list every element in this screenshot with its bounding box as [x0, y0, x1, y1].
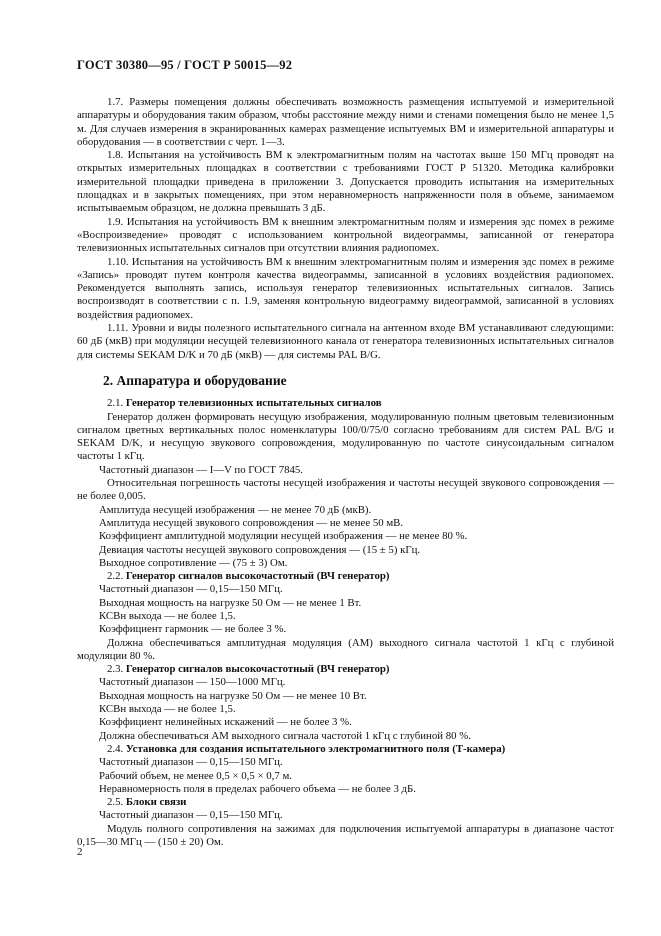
subsection-2-1-text: Генератор должен формировать несущую изображения, модулированную полным цветовым телевизионным сигналом цветных вертикальных полос номенклатуры 100/0/75/0 согласно требованиям для систем PAL B/G и SEKAM D/K, и несущую звукового сопровождения, модулированную по частоте синусоидальным сигналом частоты 1 кГц.	[77, 410, 614, 463]
paragraph-1-7: 1.7. Размеры помещения должны обеспечивать возможность размещения испытуемой и измерительной аппаратуры и оборудования таким образом, чтобы расстояние между ними и стенами помещения было не менее 1,5 м. Для случаев измерения в экранированных камерах размещение испытуемых ВМ и измерительной аппаратуры и оборудования — в соответствии с черт. 1—3.	[77, 96, 614, 148]
spec-line: Рабочий объем, не менее 0,5 × 0,5 × 0,7 м.	[99, 769, 292, 782]
subsection-2-3-title	[77, 663, 614, 676]
spec-line: Должна обеспечиваться амплитудная модуляция (АМ) выходного сигнала частотой 1 кГц с глубиной модуляции 80 %.	[77, 636, 614, 662]
spec-line: Частотный диапазон — 0,15—150 МГц.	[99, 809, 283, 822]
spec-line: Выходная мощность на нагрузке 50 Ом — не менее 10 Вт.	[99, 689, 367, 702]
subsection-2-1-title	[77, 397, 614, 410]
page-header: ГОСТ 30380—95 / ГОСТ Р 50015—92	[77, 58, 293, 72]
subsection-2-4-name: Установка для создания испытательного электромагнитного поля (Т-камера)	[125, 742, 506, 755]
spec-line: Частотный диапазон — 0,15—150 МГц.	[99, 583, 283, 596]
spec-line: Выходное сопротивление — (75 ± 3) Ом.	[99, 556, 288, 569]
paragraph-1-10: 1.10. Испытания на устойчивость ВМ к внешним электромагнитным полям и измерения эдс помех в режиме «Запись» проводят путем контроля качества видеограммы, записанной в условиях воздействия радиопомех. Рекомендуется выполнять запись, используя генератор телевизионных испытательных сигналов. Запись воспроизводят в соответствии с п. 1.9, заменяя контрольную видеограмму видеограммой, записанной в условиях воздействия радиопомех.	[77, 255, 614, 321]
spec-line: Модуль полного сопротивления на зажимах для подключения испытуемой аппаратуры в диапазоне частот 0,15—30 МГц — (150 ± 20) Ом.	[77, 822, 614, 849]
document-body	[77, 96, 614, 849]
subsection-2-3-number: 2.3.	[107, 663, 124, 676]
subsection-2-2-name: Генератор сигналов высокочастотный (ВЧ генератор)	[125, 570, 390, 583]
subsection-2-5-title	[77, 796, 614, 809]
spec-line: Частотный диапазон — 0,15—150 МГц.	[99, 756, 283, 769]
section-2-heading: 2. Аппаратура и оборудование	[103, 372, 287, 388]
spec-line: Девиация частоты несущей звукового сопровождения — (15 ± 5) кГц.	[99, 543, 421, 556]
spec-line: Неравномерность поля в пределах рабочего объема — не более 3 дБ.	[99, 782, 416, 795]
spec-line: КСВн выхода — не более 1,5.	[99, 609, 236, 622]
subsection-2-2-title	[77, 570, 614, 583]
paragraph-1-11: 1.11. Уровни и виды полезного испытательного сигнала на антенном входе ВМ устанавливают следующими: 60 дБ (мкВ) при модуляции несущей телевизионного канала от генератора телевизионных испытательных сигналов для системы SEKAM D/K и 70 дБ (мкВ) — для системы PAL B/G.	[77, 322, 614, 361]
spec-line: Коэффициент амплитудной модуляции несущей изображения — не менее 80 %.	[99, 530, 468, 543]
page-number: 2	[77, 846, 83, 858]
subsection-2-4-title	[77, 743, 614, 756]
subsection-2-4-number: 2.4.	[107, 742, 124, 755]
spec-line: Выходная мощность на нагрузке 50 Ом — не менее 1 Вт.	[99, 596, 362, 609]
spec-line: Частотный диапазон — I—V по ГОСТ 7845.	[99, 463, 303, 476]
spec-line: Частотный диапазон — 150—1000 МГц.	[99, 676, 286, 689]
subsection-2-3-name: Генератор сигналов высокочастотный (ВЧ генератор)	[125, 663, 390, 676]
spec-line: КСВн выхода — не более 1,5.	[99, 703, 236, 716]
subsection-2-5-name: Блоки связи	[125, 796, 187, 809]
spec-line: Коэффициент нелинейных искажений — не более 3 %.	[99, 716, 352, 729]
subsection-2-5-number: 2.5.	[107, 796, 124, 809]
spec-line: Относительная погрешность частоты несущей изображения и частоты несущей звукового сопровождения — не более 0,005.	[77, 477, 614, 503]
subsection-2-1-name: Генератор телевизионных испытательных сигналов	[125, 397, 382, 410]
subsection-2-2-number: 2.2.	[107, 570, 124, 583]
subsection-2-1-number: 2.1.	[107, 397, 124, 410]
paragraph-1-8: 1.8. Испытания на устойчивость ВМ к электромагнитным полям на частотах выше 150 МГц проводят на открытых измерительных площадках в соответствии с требованиями ГОСТ Р 51320. Методика калибровки измерительной площадки приведена в приложении 3. Допускается проводить испытания на измерительных площадках и в закрытых помещениях, при этом неравномерность напряженности поля в объеме, занимаемом испытываемым образцом, не должна превышать 3 дБ.	[77, 149, 614, 215]
spec-line: Амплитуда несущей изображения — не менее 70 дБ (мкВ).	[99, 503, 372, 516]
spec-line: Должна обеспечиваться АМ выходного сигнала частотой 1 кГц с глубиной 80 %.	[99, 729, 471, 742]
paragraph-1-9: 1.9. Испытания на устойчивость ВМ к внешним электромагнитным полям и измерения эдс помех в режиме «Воспроизведение» проводят с использованием контрольной видеограммы, записанной от генератора телевизионных испытательных сигналов при отсутствии влияния радиопомех.	[77, 215, 614, 255]
spec-line: Амплитуда несущей звукового сопровождения — не менее 50 мВ.	[99, 516, 404, 529]
spec-line: Коэффициент гармоник — не более 3 %.	[99, 623, 287, 636]
